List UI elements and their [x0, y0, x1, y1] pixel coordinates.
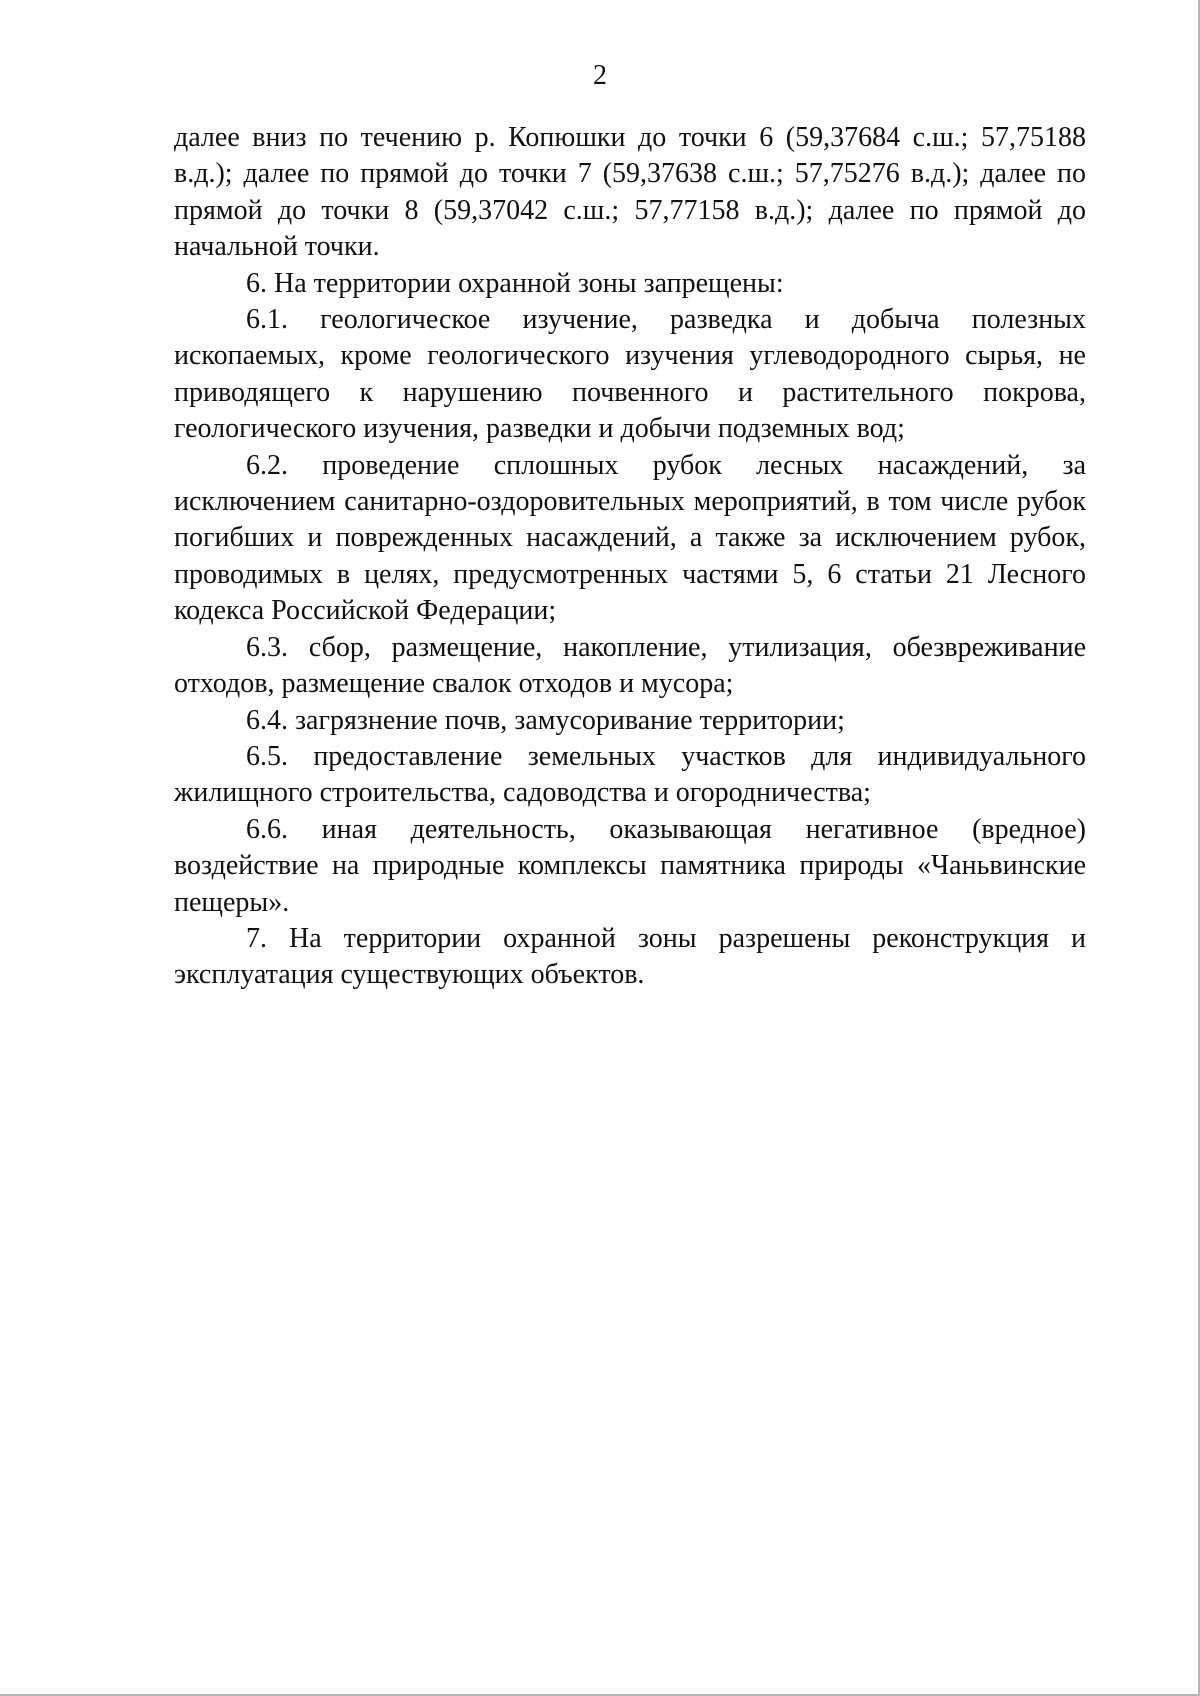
document-body: [174, 120, 1086, 994]
paragraph-section-6-heading: 6. На территории охранной зоны запрещены:: [246, 267, 784, 299]
paragraph-section-7: 7. На территории охранной зоны разрешены реконструкция и эксплуатация существующих объектов.: [174, 922, 1086, 991]
paragraph-item-6-2: 6.2. проведение сплошных рубок лесных насаждений, за исключением санитарно-оздоровительных мероприятий, в том числе рубок погибших и поврежденных насаждений, а также за исключением рубок, проводимых в целях, предусмотренных частями 5, 6 статьи 21 Лесного кодекса Российской Федерации;: [174, 449, 1086, 627]
page-number: 2: [593, 60, 607, 91]
paragraph-item-6-6: 6.6. иная деятельность, оказывающая негативное (вредное) воздействие на природные комплексы памятника природы «Чаньвинские пещеры».: [174, 813, 1086, 918]
paragraph-item-6-4: 6.4. загрязнение почв, замусоривание территории;: [246, 704, 845, 736]
paragraph-item-6-5: 6.5. предоставление земельных участков для индивидуального жилищного строительства, садоводства и огородничества;: [174, 740, 1086, 809]
paragraph-item-6-1: 6.1. геологическое изучение, разведка и добыча полезных ископаемых, кроме геологического изучения углеводородного сырья, не приводящего к нарушению почвенного и растительного покрова, геологического изучения, разведки и добычи подземных вод;: [174, 304, 1086, 445]
paragraph-item-6-3: 6.3. сбор, размещение, накопление, утилизация, обезвреживание отходов, размещение свалок отходов и мусора;: [174, 631, 1086, 700]
paragraph-boundary-continuation: далее вниз по течению р. Копюшки до точки 6 (59,37684 с.ш.; 57,75188 в.д.); далее по прямой до точки 7 (59,37638 с.ш.; 57,75276 в.д.); далее по прямой до точки 8 (59,37042 с.ш.; 57,77158 в.д.); далее по прямой до начальной точки.: [174, 122, 1086, 263]
